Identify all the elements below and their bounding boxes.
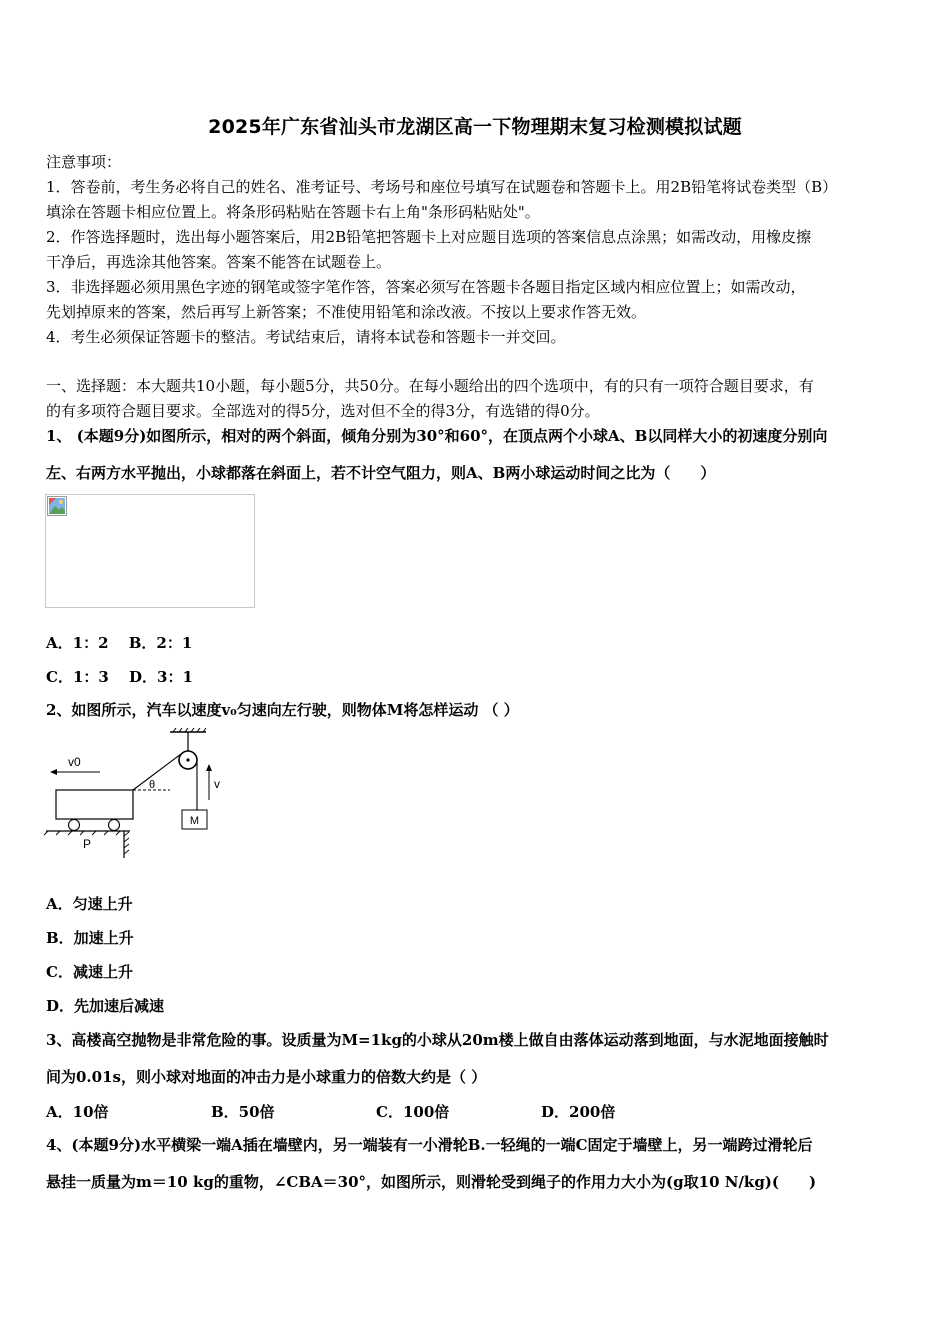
q2-option-b: B．加速上升 [46, 929, 134, 947]
q4-stem-line1: 4、(本题9分)水平横梁一端A插在墙壁内，另一端装有一小滑轮B.一轻绳的一端C固定于墙壁上，另一端跨过滑轮后 [46, 1136, 813, 1154]
notice-line: 4．考生必须保证答题卡的整洁。考试结束后，请将本试卷和答题卡一并交回。 [46, 328, 566, 346]
v-label: v [214, 777, 220, 791]
notice-line: 先划掉原来的答案，然后再写上新答案；不准使用铅笔和涂改液。不按以上要求作答无效。 [46, 303, 647, 321]
section-intro-line: 的有多项符合题目要求。全部选对的得5分，选对但不全的得3分，有选错的得0分。 [46, 402, 600, 420]
notice-line: 3．非选择题必须用黑色字迹的钢笔或签字笔作答，答案必须写在答题卡各题目指定区域内相应位置上；如需改动， [46, 278, 806, 296]
p-label: P [83, 837, 92, 851]
notice-line: 2．作答选择题时，选出每小题答案后，用2B铅笔把答题卡上对应题目选项的答案信息点涂黑；如需改动，用橡皮擦 [46, 228, 812, 246]
q3-option-d: D．200倍 [541, 1103, 616, 1121]
q2-car-pulley-diagram [40, 728, 230, 862]
v0-label: v0 [68, 755, 81, 769]
rope-slanted [133, 754, 181, 790]
notice-line: 1．答卷前，考生务必将自己的姓名、准考证号、考场号和座位号填写在试题卷和答题卡上。用2B铅笔将试卷类型（B） [46, 178, 838, 196]
v0-arrowhead [50, 769, 57, 775]
q1-options-row1: A．1：2 B．2：1 [46, 634, 193, 652]
q1-options-row2: C．1：3 D．3：1 [46, 668, 193, 686]
q2-stem: 2、如图所示，汽车以速度v₀匀速向左行驶，则物体M将怎样运动 （ ） [46, 701, 519, 719]
car-body [56, 790, 133, 819]
q1-stem-line2: 左、右两方水平抛出，小球都落在斜面上，若不计空气阻力，则A、B两小球运动时间之比为（ ） [46, 464, 716, 482]
car-wheel-right [109, 820, 120, 831]
q3-stem-line1: 3、高楼高空抛物是非常危险的事。设质量为M=1kg的小球从20m楼上做自由落体运动落到地面，与水泥地面接触时 [46, 1031, 829, 1049]
notice-line: 填涂在答题卡相应位置上。将条形码粘贴在答题卡右上角"条形码粘贴处"。 [46, 203, 540, 221]
q3-option-a: A．10倍 [46, 1103, 109, 1121]
notice-heading: 注意事项： [46, 153, 122, 171]
block-m-label: M [189, 815, 200, 827]
car-wheel-left [69, 820, 80, 831]
q3-option-b: B．50倍 [211, 1103, 275, 1121]
theta-label: θ [149, 779, 156, 791]
q1-stem-line1: 1、 (本题9分)如图所示，相对的两个斜面，倾角分别为30°和60°，在顶点两个小球A、B以同样大小的初速度分别向 [46, 427, 828, 445]
wall-hatch [124, 832, 129, 854]
q4-stem-line2: 悬挂一质量为m＝10 kg的重物，∠CBA＝30°，如图所示，则滑轮受到绳子的作用力大小为(g取10 N/kg)( ) [46, 1173, 817, 1191]
page-title: 2025年广东省汕头市龙湖区高一下物理期末复习检测模拟试题 [208, 116, 742, 138]
q2-option-d: D．先加速后减速 [46, 997, 165, 1015]
notice-line: 干净后，再选涂其他答案。答案不能答在试题卷上。 [46, 253, 392, 271]
q2-option-c: C．减速上升 [46, 963, 133, 981]
q2-option-a: A．匀速上升 [46, 895, 133, 913]
pulley-axle [186, 758, 189, 761]
q3-stem-line2: 间为0.01s，则小球对地面的冲击力是小球重力的倍数大约是（ ） [46, 1068, 487, 1086]
q1-figure-placeholder [45, 494, 255, 608]
broken-image-icon [47, 496, 67, 516]
v-arrowhead [206, 764, 212, 771]
section-intro-line: 一、选择题：本大题共10小题，每小题5分，共50分。在每小题给出的四个选项中，有的只有一项符合题目要求，有 [46, 377, 814, 395]
q3-option-c: C．100倍 [376, 1103, 450, 1121]
